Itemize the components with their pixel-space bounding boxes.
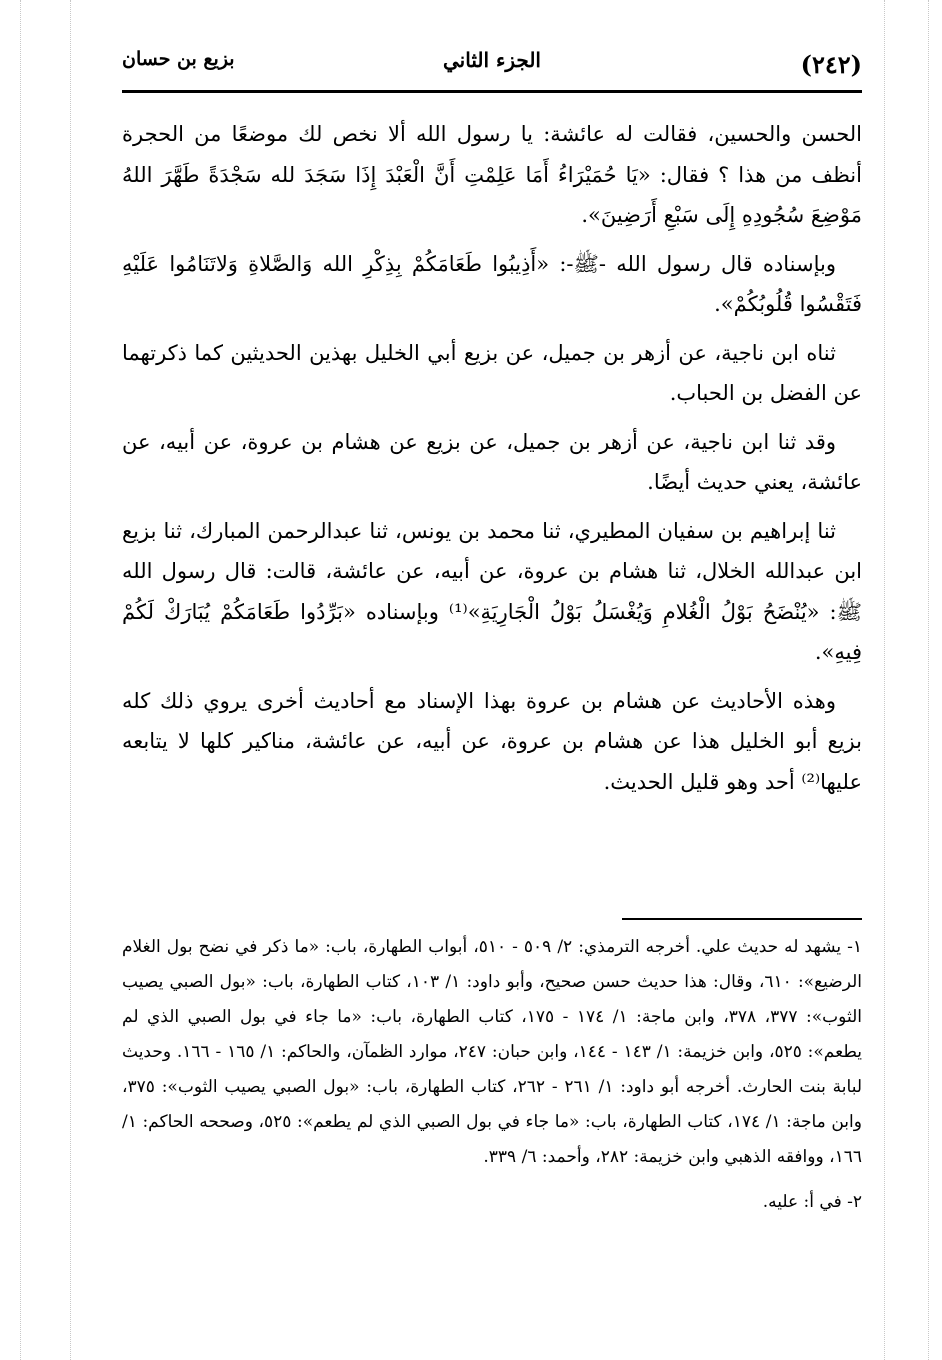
paragraph: الحسن والحسين، فقالت له عائشة: يا رسول الله ألا نخص لك موضعًا من الحجرة أنظف من هذا ؟ فقال: «يَا حُمَيْرَاءُ أَمَا عَلِمْتِ أَنَّ الْعَبْدَ إِذَا سَجَدَ لله سَجْدَةً طَهَّرَ اللهُ مَوْضِعَ سُجُودِهِ إِلَى سَبْعِ أَرَضِينَ».	[122, 122, 862, 227]
main-text	[122, 114, 862, 810]
paragraph: وبإسناده قال رسول الله -ﷺ-: «أَذِيبُوا طَعَامَكُمْ بِذِكْرِ الله وَالصَّلاةِ وَلاتَنَامُوا عَلَيْهِ فَتَقْسُوا قُلُوبُكُمْ».	[122, 251, 862, 316]
paragraph: ثناه ابن ناجية، عن أزهر بن جميل، عن بزيع أبي الخليل بهذين الحديثين كما ذكرتهما عن الفضل بن الحباب.	[122, 340, 862, 405]
paragraph: وقد ثنا ابن ناجية، عن أزهر بن جميل، عن بزيع عن هشام بن عروة، عن أبيه، عن عائشة، يعني حديث أيضًا.	[122, 429, 862, 494]
page-header	[122, 40, 862, 90]
footnotes	[122, 930, 862, 1220]
part-title: الجزء الثاني	[443, 48, 541, 72]
page-number: (٢٤٢)	[800, 50, 862, 79]
narrator-name: بزيع بن حسان	[122, 48, 235, 70]
guide-line	[884, 0, 885, 1360]
paragraph: وهذه الأحاديث عن هشام بن عروة بهذا الإسناد مع أحاديث أخرى يروي ذلك كله بزيع أبو الخليل هذا عن هشام بن عروة، عن أبيه، عن عائشة، مناكير كلها لا يتابعه عليها⁽²⁾ أحد وهو قليل الحديث.	[122, 688, 862, 794]
footnote: ٢- في أ: عليه.	[762, 1192, 862, 1212]
guide-line	[20, 0, 21, 1360]
guide-line	[70, 0, 71, 1360]
paragraph: ثنا إبراهيم بن سفيان المطيري، ثنا محمد بن يونس، ثنا عبدالرحمن المبارك، ثنا بزيع ابن عبدالله الخلال، ثنا هشام بن عروة، عن أبيه، عن عائشة، قالت: قال رسول الله ﷺ: «يُنْضَحُ بَوْلُ الْغُلامِ وَيُغْسَلُ بَوْلُ الْجَارِيَةِ»⁽¹⁾ وبإسناده «بَرِّدُوا طَعَامَكُمْ يُبَارَكْ لَكُمْ فِيهِ».	[122, 518, 862, 664]
guide-line	[928, 0, 929, 1360]
footnote-rule	[622, 918, 862, 920]
header-rule	[122, 90, 862, 93]
footnote: ١- يشهد له حديث علي. أخرجه الترمذي: ٢/ ٥٠٩ - ٥١٠، أبواب الطهارة، باب: «ما ذكر في نضح بول الغلام الرضيع»: ٦١٠، وقال: هذا حديث حسن صحيح، وأبو داود: ١/ ١٠٣، كتاب الطهارة، باب: «بول الصبي يصيب الثوب»: ٣٧٧، ٣٧٨، وابن ماجة: ١/ ١٧٤ - ١٧٥، كتاب الطهارة، باب: «ما جاء في بول الصبي الذي لم يطعم»: ٥٢٥، وابن خزيمة: ١/ ١٤٣ - ١٤٤، وابن حبان: ٢٤٧، موارد الظمآن، والحاكم: ١/ ١٦٥ - ١٦٦. وحديث لبابة بنت الحارث. أخرجه أبو داود: ١/ ٢٦١ - ٢٦٢، كتاب الطهارة، باب: «بول الصبي يصيب الثوب»: ٣٧٥، وابن ماجة: ١/ ١٧٤، كتاب الطهارة، باب: «ما جاء في بول الصبي الذي لم يطعم»: ٥٢٥، وصححه الحاكم: ١/ ١٦٦، ووافقه الذهبي وابن خزيمة: ٢٨٢، وأحمد: ٦/ ٣٣٩.	[122, 937, 862, 1167]
